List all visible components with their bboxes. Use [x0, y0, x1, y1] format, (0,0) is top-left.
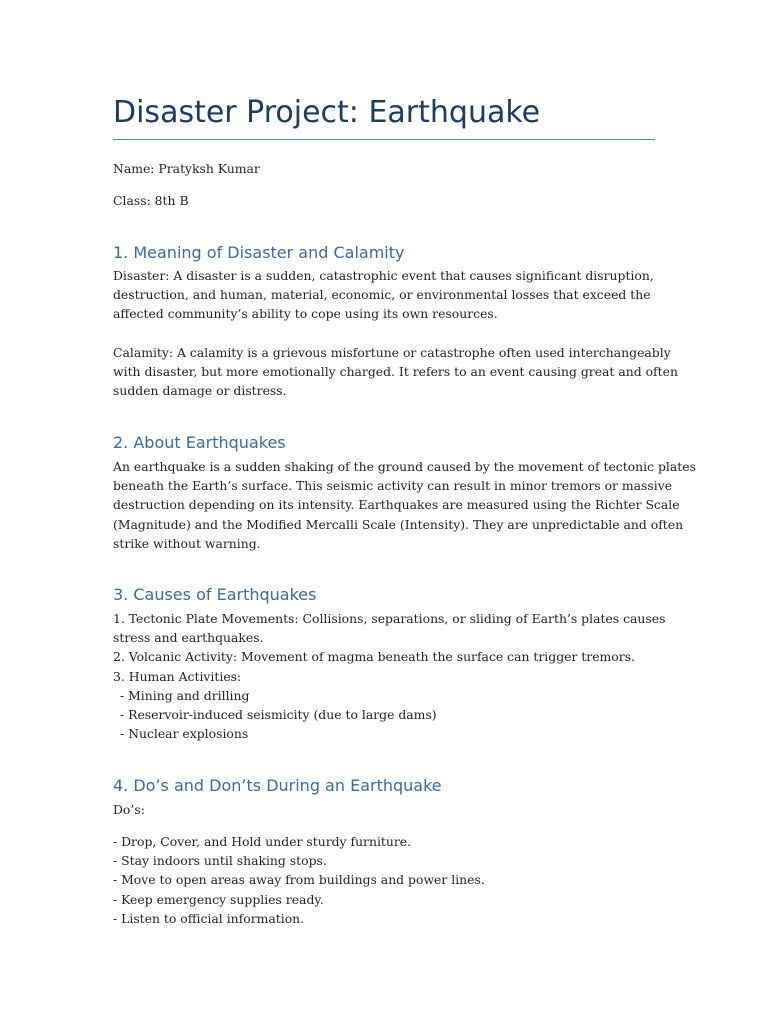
section-heading-about: 2. About Earthquakes: [113, 433, 286, 452]
section-heading-dos-donts: 4. Do’s and Don’ts During an Earthquake: [113, 776, 442, 795]
list-item: - Stay indoors until shaking stops.: [113, 853, 327, 869]
paragraph-line: Calamity: A calamity is a grievous misfortune or catastrophe often used interchangeably: [113, 345, 671, 360]
paragraph-line: destruction depending on its intensity. Earthquakes are measured using the Richter Scale: [113, 497, 680, 513]
list-subitem: - Reservoir-induced seismicity (due to large dams): [120, 707, 437, 723]
paragraph-disaster: [113, 266, 654, 324]
document-title: Disaster Project: Earthquake: [113, 95, 541, 130]
paragraph-line: strike without warning.: [113, 535, 261, 551]
list-item: - Listen to official information.: [113, 910, 305, 926]
list-item: 3. Human Activities:: [113, 668, 242, 684]
paragraph-line: affected community’s ability to cope using its own resources.: [113, 306, 498, 322]
section-heading-causes: 3. Causes of Earthquakes: [113, 585, 317, 604]
name-line: Name: Pratyksh Kumar: [113, 161, 260, 176]
list-subitem: - Mining and drilling: [120, 687, 250, 703]
list-subitem: - Nuclear explosions: [120, 726, 249, 742]
list-item: - Move to open areas away from buildings and power lines.: [113, 872, 485, 888]
paragraph-line: (Magnitude) and the Modified Mercalli Scale (Intensity). They are unpredictable and often: [113, 516, 684, 532]
list-item: stress and earthquakes.: [113, 630, 264, 646]
list-item: - Drop, Cover, and Hold under sturdy furniture.: [113, 834, 412, 849]
list-item: 1. Tectonic Plate Movements: Collisions, separations, or sliding of Earth’s plates causes: [113, 611, 666, 626]
list-item: - Keep emergency supplies ready.: [113, 891, 324, 907]
paragraph-line: destruction, and human, material, economic, or environmental losses that exceed the: [113, 287, 651, 303]
paragraph-calamity: [113, 343, 678, 401]
section-heading-meaning: 1. Meaning of Disaster and Calamity: [113, 243, 405, 262]
list-item: 2. Volcanic Activity: Movement of magma beneath the surface can trigger tremors.: [113, 649, 635, 665]
paragraph-line: An earthquake is a sudden shaking of the ground caused by the movement of tectonic plates: [113, 459, 696, 474]
paragraph-line: sudden damage or distress.: [113, 383, 287, 399]
class-line: Class: 8th B: [113, 193, 189, 208]
paragraph-line: Disaster: A disaster is a sudden, catastrophic event that causes significant disruption,: [113, 268, 654, 283]
paragraph-line: beneath the Earth’s surface. This seismic activity can result in minor tremors or massive: [113, 478, 673, 494]
dos-label: Do’s:: [113, 802, 145, 817]
title-underline: [113, 139, 655, 140]
list-causes: [113, 609, 665, 743]
paragraph-about-earthquakes: [113, 457, 696, 553]
list-dos: [113, 832, 485, 928]
paragraph-line: with disaster, but more emotionally charged. It refers to an event causing great and often: [113, 364, 678, 380]
